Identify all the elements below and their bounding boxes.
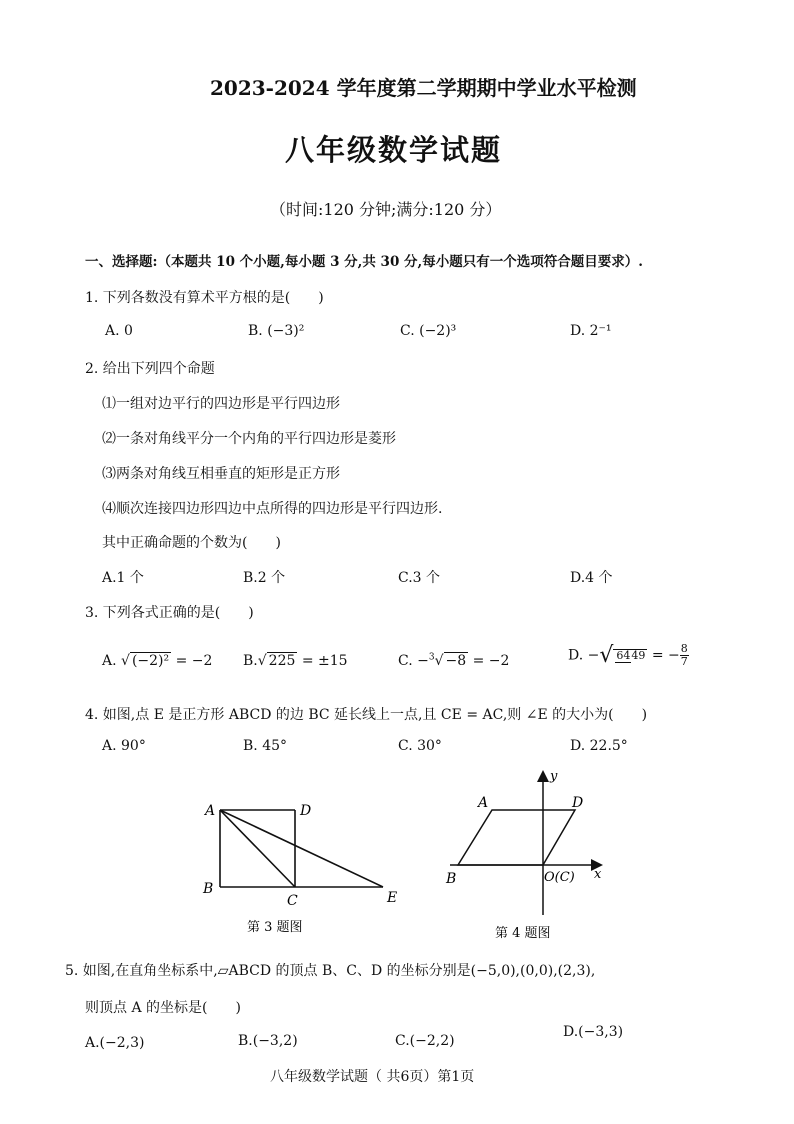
q3-d-num: 64 (616, 649, 631, 662)
q2-option-a: A.1 个 (102, 570, 144, 586)
q3-d-tail: = − (651, 647, 680, 664)
fig3-label-e: E (387, 890, 398, 906)
fig3-line-ae (220, 810, 383, 887)
q2-option-c: C.3 个 (398, 570, 441, 586)
figure-3 (195, 795, 410, 940)
q3-a-tail: = −2 (175, 653, 213, 669)
fig3-label-b: B (203, 881, 214, 897)
exam-title: 2023-2024 学年度第二学期期中学业水平检测 (210, 76, 637, 100)
fig4-caption: 第 4 题图 (495, 926, 551, 941)
q3-b-label: B. (243, 653, 258, 669)
q3-a-label: A. (102, 653, 117, 669)
proposition-2: ⑵一条对角线平分一个内角的平行四边形是菱形 (102, 431, 396, 447)
q3-option-d (568, 643, 689, 668)
fig4-label-o: O(C) (544, 870, 575, 885)
q3-b-tail: = ±15 (301, 653, 348, 669)
fig4-label-y: y (550, 769, 558, 784)
q2-option-b: B.2 个 (243, 570, 286, 586)
sqrt-sign: √ (257, 653, 267, 669)
q4-option-d: D. 22.5° (570, 738, 628, 754)
q4-option-a: A. 90° (102, 738, 146, 754)
q5-option-a: A.(−2,3) (85, 1035, 145, 1051)
fig4-label-x: x (594, 867, 602, 882)
q3-d-den: 49 (631, 649, 646, 662)
proposition-1: ⑴一组对边平行的四边形是平行四边形 (102, 396, 340, 412)
q3-option-a (102, 652, 212, 669)
q5-option-b: B.(−3,2) (238, 1033, 298, 1049)
q3-d-den2: 7 (680, 655, 688, 668)
q3-c-tail: = −2 (472, 653, 510, 669)
q3-option-b (243, 652, 348, 669)
fig4-parallelogram (458, 810, 575, 865)
fig3-label-d: D (300, 803, 312, 819)
q3-b-radicand: 225 (268, 653, 296, 669)
q3-option-c (398, 652, 509, 669)
fig3-label-a: A (205, 803, 216, 819)
question-4-stem: 4. 如图,点 E 是正方形 ABCD 的边 BC 延长线上一点,且 CE = AC,则 ∠E 的大小为( ) (85, 707, 648, 723)
q1-option-a: A. 0 (105, 323, 133, 339)
question-1-stem: 1. 下列各数没有算术平方根的是( ) (85, 290, 324, 306)
q5-option-d: D.(−3,3) (563, 1024, 624, 1040)
q3-a-radicand: (−2)² (131, 653, 170, 669)
q3-d-num2: 8 (680, 642, 688, 655)
q3-c-index: 3 (428, 652, 435, 663)
q3-d-fraction (613, 649, 647, 662)
fig3-caption: 第 3 题图 (247, 920, 303, 935)
q3-d-label: D. − (568, 647, 600, 664)
fig4-label-d: D (572, 795, 584, 811)
q3-c-radicand: −8 (445, 653, 467, 669)
sqrt-sign: √ (121, 653, 130, 669)
subject-title: 八年级数学试题 (285, 133, 503, 167)
fig4-label-b: B (446, 871, 457, 887)
time-info: （时间:120 分钟;满分:120 分） (270, 200, 502, 219)
q1-option-c: C. (−2)³ (400, 323, 457, 339)
q3-d-fraction-2 (680, 643, 689, 668)
question-5-stem-2: 则顶点 A 的坐标是( ) (85, 1000, 241, 1016)
question-2-stem: 2. 给出下列四个命题 (85, 361, 215, 377)
q5-option-c: C.(−2,2) (395, 1033, 455, 1049)
question-3-stem: 3. 下列各式正确的是( ) (85, 605, 254, 621)
q1-option-b: B. (−3)² (248, 323, 305, 339)
figure-4 (440, 765, 610, 950)
q4-option-c: C. 30° (398, 738, 442, 754)
q1-option-d: D. 2⁻¹ (570, 323, 612, 339)
q2-option-d: D.4 个 (570, 570, 613, 586)
fig3-label-c: C (287, 893, 298, 909)
sqrt-sign: √ (599, 643, 614, 668)
q3-c-label: C. − (398, 653, 429, 669)
fig3-diagonal-ac (220, 810, 295, 887)
fig4-label-a: A (478, 795, 489, 811)
sqrt-sign: √ (434, 653, 444, 669)
section-heading: 一、选择题:（本题共 10 个小题,每小题 3 分,共 30 分,每小题只有一个选项符合题目要求）. (85, 254, 643, 270)
question-2-sub: 其中正确命题的个数为( ) (102, 535, 281, 551)
proposition-3: ⑶两条对角线互相垂直的矩形是正方形 (102, 466, 340, 482)
q4-option-b: B. 45° (243, 738, 288, 754)
page-footer: 八年级数学试题（ 共6页）第1页 (270, 1069, 475, 1085)
proposition-4: ⑷顺次连接四边形四边中点所得的四边形是平行四边形. (102, 501, 443, 517)
question-5-stem-1: 5. 如图,在直角坐标系中,▱ABCD 的顶点 B、C、D 的坐标分别是(−5,0),(0,0),(2,3), (65, 963, 596, 979)
